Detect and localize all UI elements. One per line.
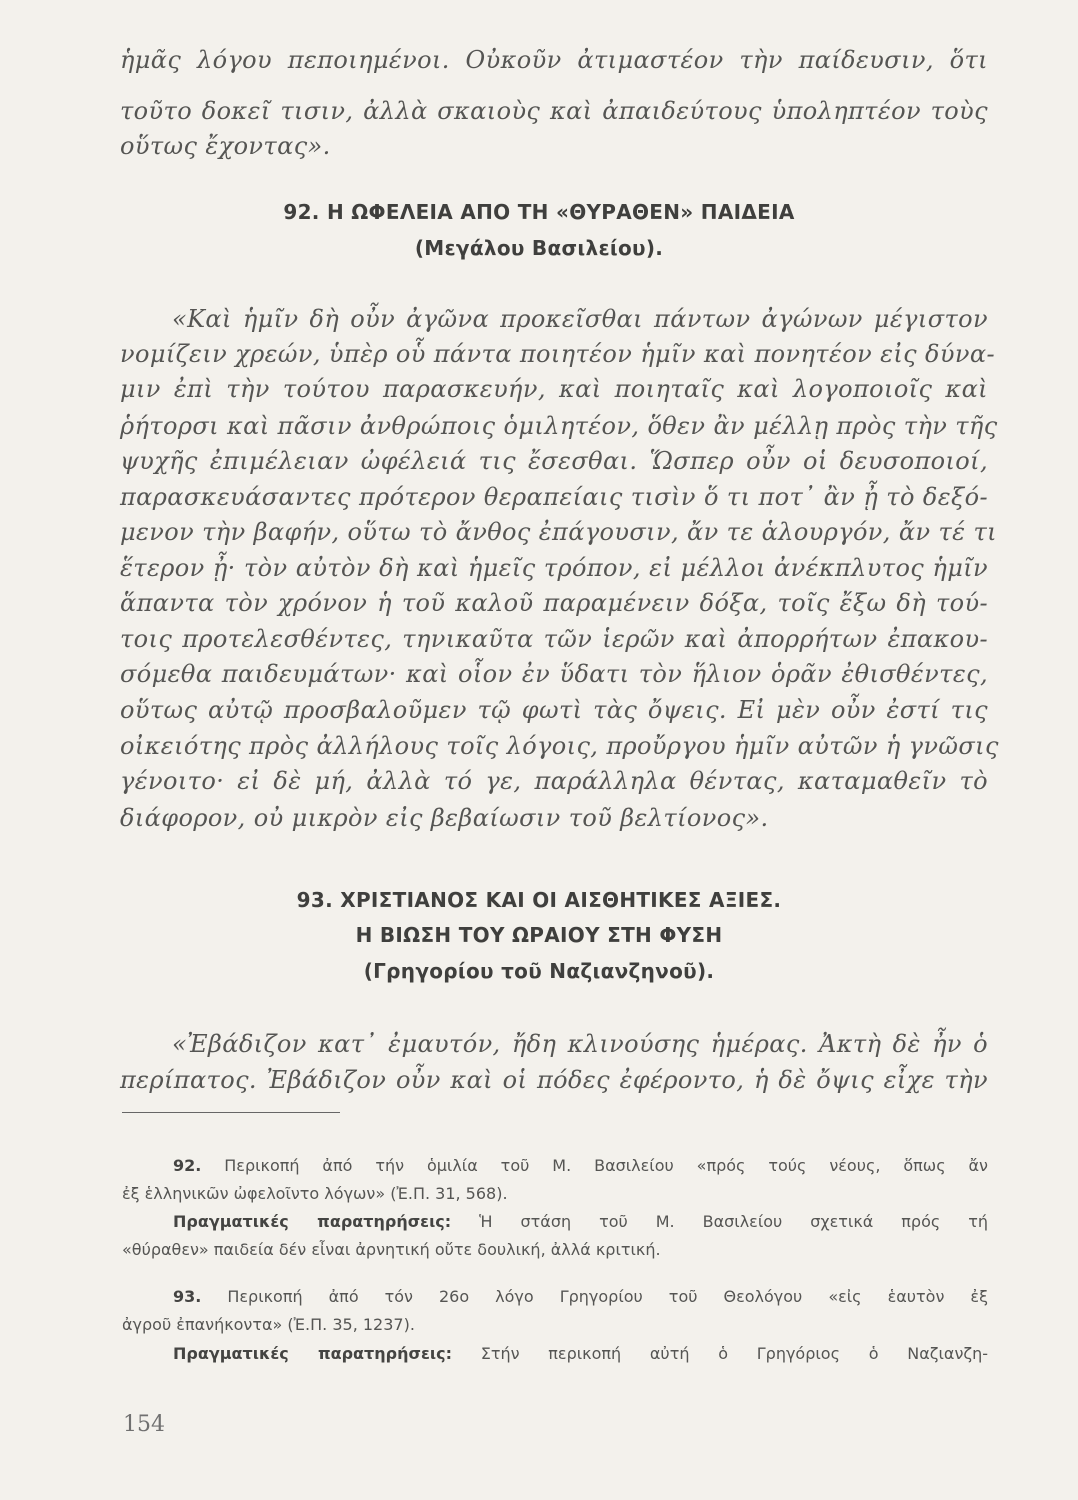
text-line: διάφορον, οὐ μικρὸν εἰς βεβαίωσιν τοῦ βελτίονος».	[120, 804, 769, 832]
text-line: παρασκευάσαντες πρότερον θεραπείαις τισὶν ὅ τι ποτ᾽ ἂν ᾖ τὸ δεξό-	[120, 483, 988, 511]
section-93-heading-line2: Η ΒΙΩΣΗ ΤΟΥ ΩΡΑΙΟΥ ΣΤΗ ΦΥΣΗ	[355, 923, 723, 947]
text-line: οἰκειότης πρὸς ἀλλήλους τοῖς λόγοις, προὔργου ἡμῖν αὐτῶν ἡ γνῶσις	[120, 732, 999, 760]
footnote-number: 92.	[173, 1156, 202, 1175]
observation-label: Πραγματικές παρατηρήσεις:	[173, 1212, 452, 1231]
text-line: ἅπαντα τὸν χρόνον ἡ τοῦ καλοῦ παραμένειν δόξα, τοῖς ἔξω δὴ τού-	[120, 589, 988, 617]
text-line: γένοιτο· εἰ δὲ μή, ἀλλὰ τό γε, παράλληλα θέντας, καταμαθεῖν τὸ	[120, 767, 988, 795]
text-line: «Ἐβάδιζον κατ᾽ ἐμαυτόν, ἤδη κλινούσης ἡμέρας. Ἀκτὴ δὲ ἦν ὁ	[172, 1030, 988, 1058]
text-line: τοις προτελεσθέντες, τηνικαῦτα τῶν ἱερῶν καὶ ἀπορρήτων ἐπακου-	[120, 625, 988, 653]
footnote-separator	[122, 1112, 340, 1113]
footnote-92-observation-line: «θύραθεν» παιδεία δέν εἶναι ἀρνητική οὔτε δουλική, ἀλλά κριτική.	[122, 1240, 661, 1259]
footnote-92-observation	[173, 1214, 988, 1230]
footnote-text: Περικοπή ἀπό τόν 26ο λόγο Γρηγορίου τοῦ Θεολόγου «εἰς ἑαυτὸν ἐξ	[227, 1287, 988, 1306]
section-93-subheading: (Γρηγορίου τοῦ Ναζιανζηνοῦ).	[363, 959, 715, 983]
text-line: οὕτως αὐτῷ προσβαλοῦμεν τῷ φωτὶ τὰς ὄψεις. Εἰ μὲν οὖν ἐστί τις	[120, 696, 988, 724]
section-93-heading: 93. ΧΡΙΣΤΙΑΝΟΣ ΚΑΙ ΟΙ ΑΙΣΘΗΤΙΚΕΣ ΑΞΙΕΣ.	[296, 888, 782, 912]
text-line: «Καὶ ἡμῖν δὴ οὖν ἀγῶνα προκεῖσθαι πάντων ἀγώνων μέγιστον	[172, 305, 988, 333]
intro-line: ἡμᾶς λόγου πεποιημένοι. Οὐκοῦν ἀτιμαστέον τὴν παίδευσιν, ὅτι	[120, 46, 988, 74]
text-line: ῥήτορσι καὶ πᾶσιν ἀνθρώποις ὁμιλητέον, ὅθεν ἂν μέλλῃ πρὸς τὴν τῆς	[120, 412, 998, 440]
text-line: ψυχῆς ἐπιμέλειαν ὠφέλειά τις ἔσεσθαι. Ὥσπερ οὖν οἱ δευσοποιοί,	[120, 447, 988, 475]
footnote-93-line: ἀγροῦ ἐπανήκοντα» (Ἐ.Π. 35, 1237).	[122, 1315, 415, 1334]
text-line: περίπατος. Ἐβάδιζον οὖν καὶ οἱ πόδες ἐφέροντο, ἡ δὲ ὄψις εἶχε τὴν	[120, 1066, 988, 1094]
observation-label: Πραγματικές παρατηρήσεις:	[173, 1344, 452, 1363]
text-line: νομίζειν χρεών, ὑπὲρ οὗ πάντα ποιητέον ἡμῖν καὶ πονητέον εἰς δύνα-	[120, 340, 995, 368]
intro-line: τοῦτο δοκεῖ τισιν, ἀλλὰ σκαιοὺς καὶ ἀπαιδεύτους ὑποληπτέον τοὺς	[120, 97, 988, 125]
intro-line: οὕτως ἔχοντας».	[120, 132, 331, 160]
page-number: 154	[123, 1412, 165, 1437]
section-92-subheading: (Μεγάλου Βασιλείου).	[414, 236, 664, 260]
footnote-92-line	[173, 1158, 988, 1174]
footnote-93-line	[173, 1289, 988, 1305]
footnote-92-line: ἐξ ἑλληνικῶν ὠφελοῖντο λόγων» (Ἐ.Π. 31, 568).	[122, 1184, 508, 1203]
footnote-text: Περικοπή ἀπό τήν ὁμιλία τοῦ Μ. Βασιλείου «πρός τούς νέους, ὅπως ἄν	[224, 1156, 988, 1175]
observation-text: Ἡ στάση τοῦ Μ. Βασιλείου σχετικά πρός τή	[479, 1212, 988, 1231]
observation-text: Στήν περικοπή αὐτή ὁ Γρηγόριος ὁ Ναζιανζη-	[480, 1344, 988, 1363]
footnote-93-observation	[173, 1346, 988, 1362]
text-line: μιν ἐπὶ τὴν τούτου παρασκευήν, καὶ ποιηταῖς καὶ λογοποιοῖς καὶ	[120, 375, 988, 403]
section-92-heading: 92. Η ΩΦΕΛΕΙΑ ΑΠΟ ΤΗ «ΘΥΡΑΘΕΝ» ΠΑΙΔΕΙΑ	[283, 200, 795, 224]
footnote-number: 93.	[173, 1287, 202, 1306]
text-line: ἕτερον ᾖ· τὸν αὐτὸν δὴ καὶ ἡμεῖς τρόπον, εἰ μέλλοι ἀνέκπλυτος ἡμῖν	[120, 554, 988, 582]
text-line: σόμεθα παιδευμάτων· καὶ οἷον ἐν ὕδατι τὸν ἥλιον ὁρᾶν ἐθισθέντες,	[120, 660, 988, 688]
text-line: μενον τὴν βαφήν, οὕτω τὸ ἄνθος ἐπάγουσιν, ἄν τε ἁλουργόν, ἄν τέ τι	[120, 518, 997, 546]
